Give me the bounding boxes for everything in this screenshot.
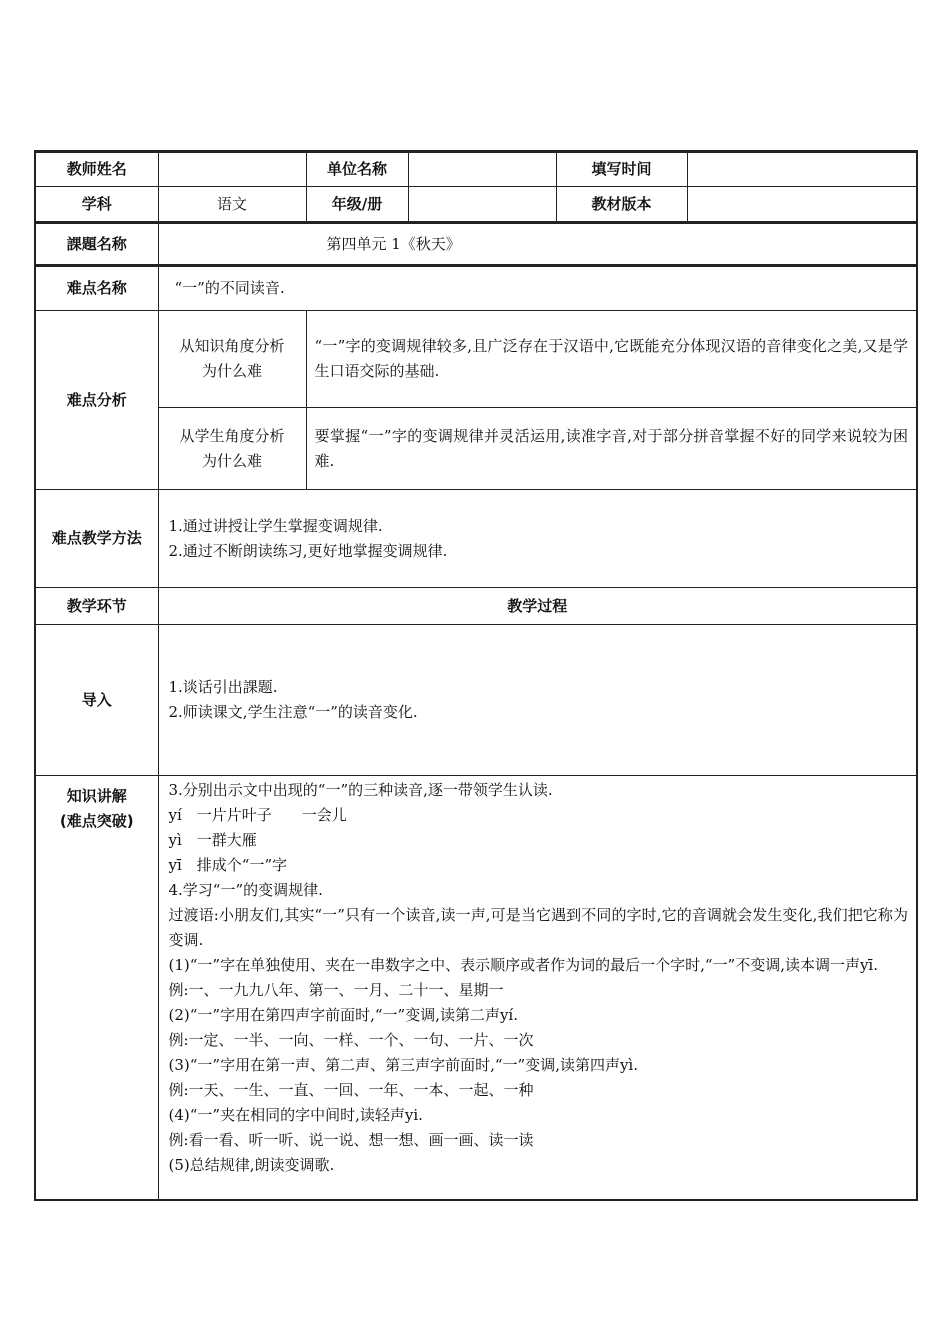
knowledge-line-3: yì 一群大雁 — [168, 831, 257, 849]
intro-label: 导入 — [35, 625, 158, 776]
difficulty-row — [35, 266, 917, 311]
knowledge-content[interactable] — [158, 776, 917, 1200]
knowledge-line-5: 4.学习“一”的变调规律. — [168, 881, 323, 899]
method-line-1: 1.通过讲授让学生掌握变调规律. — [168, 516, 383, 535]
student-question-line-1: 从学生角度分析 — [179, 426, 285, 445]
subject-value[interactable]: 语文 — [158, 187, 306, 223]
unit-name-value[interactable] — [408, 152, 556, 187]
analysis-row-student — [35, 408, 917, 490]
topic-row — [35, 223, 917, 266]
grade-label: 年级/册 — [306, 187, 408, 223]
knowledge-line-2: yí 一片片叶子 一会儿 — [168, 806, 347, 824]
student-question-line-2: 为什么难 — [201, 451, 262, 470]
knowledge-line-6: 过渡语:小朋友们,其实“一”只有一个读音,读一声,可是当它遇到不同的字时,它的音调就会发生变化,我们把它称为变调. — [168, 906, 908, 949]
intro-content[interactable] — [158, 625, 917, 776]
fill-date-label: 填写时间 — [556, 152, 687, 187]
intro-line-1: 1.谈话引出課题. — [168, 678, 278, 696]
teaching-process-header: 教学过程 — [158, 588, 917, 625]
section-header-row — [35, 588, 917, 625]
student-angle-answer[interactable]: 要掌握“一”字的变调规律并灵活运用,读准字音,对于部分拼音掌握不好的同学来说较为困难. — [306, 408, 917, 490]
knowledge-label-line-1: 知识讲解 — [66, 787, 127, 805]
textbook-version-label: 教材版本 — [556, 187, 687, 223]
knowledge-line-11: (3)“一”字用在第一声、第二声、第三声字前面时,“一”变调,读第四声yì. — [168, 1056, 638, 1074]
method-line-2: 2.通过不断朗读练习,更好地掌握变调规律. — [168, 541, 448, 560]
knowledge-question-line-1: 从知识角度分析 — [179, 337, 285, 355]
student-angle-question — [158, 408, 306, 490]
analysis-row-knowledge — [35, 311, 917, 408]
knowledge-label-line-2: (难点突破) — [59, 812, 134, 830]
knowledge-line-4: yī 排成个“一”字 — [168, 856, 288, 874]
lesson-design-table — [34, 150, 918, 1201]
knowledge-label — [35, 776, 158, 1200]
teaching-stage-header: 教学环节 — [35, 588, 158, 625]
grade-value[interactable] — [408, 187, 556, 223]
knowledge-line-12: 例:一天、一生、一直、一回、一年、一本、一起、一种 — [168, 1081, 534, 1099]
header-row-2 — [35, 187, 917, 223]
knowledge-angle-question — [158, 311, 306, 408]
teaching-method-value[interactable] — [158, 490, 917, 588]
teacher-name-value[interactable] — [158, 152, 306, 187]
difficulty-label: 难点名称 — [35, 266, 158, 311]
knowledge-question-line-2: 为什么难 — [201, 362, 262, 380]
method-row — [35, 490, 917, 588]
subject-label: 学科 — [35, 187, 158, 223]
difficulty-value[interactable]: “一”的不同读音. — [158, 266, 917, 311]
topic-value[interactable]: 第四单元 1《秋天》 — [158, 223, 917, 266]
knowledge-line-9: (2)“一”字用在第四声字前面时,“一”变调,读第二声yí. — [168, 1006, 518, 1024]
knowledge-line-7: (1)“一”字在单独使用、夹在一串数字之中、表示顺序或者作为词的最后一个字时,“一”不变调,读本调一声yī. — [168, 956, 879, 974]
unit-name-label: 单位名称 — [306, 152, 408, 187]
fill-date-value[interactable] — [687, 152, 917, 187]
knowledge-line-1: 3.分别出示文中出现的“一”的三种读音,逐一带领学生认读. — [168, 781, 553, 799]
header-row-1 — [35, 152, 917, 187]
teaching-method-label: 难点教学方法 — [35, 490, 158, 588]
knowledge-line-15: (5)总结规律,朗读变调歌. — [168, 1156, 335, 1174]
analysis-label: 难点分析 — [35, 311, 158, 490]
topic-label: 課題名称 — [35, 223, 158, 266]
intro-row — [35, 625, 917, 776]
textbook-version-value[interactable] — [687, 187, 917, 223]
knowledge-angle-answer[interactable]: “一”字的变调规律较多,且广泛存在于汉语中,它既能充分体现汉语的音律变化之美,又是学生口语交际的基础. — [306, 311, 917, 408]
knowledge-row — [35, 776, 917, 1200]
teacher-name-label: 教师姓名 — [35, 152, 158, 187]
knowledge-line-10: 例:一定、一半、一向、一样、一个、一句、一片、一次 — [168, 1031, 534, 1049]
knowledge-line-13: (4)“一”夹在相同的字中间时,读轻声yi. — [168, 1106, 423, 1124]
intro-line-2: 2.师读课文,学生注意“一”的读音变化. — [168, 703, 418, 721]
knowledge-line-14: 例:看一看、听一听、说一说、想一想、画一画、读一读 — [168, 1131, 534, 1149]
knowledge-line-8: 例:一、一九九八年、第一、一月、二十一、星期一 — [168, 981, 504, 999]
